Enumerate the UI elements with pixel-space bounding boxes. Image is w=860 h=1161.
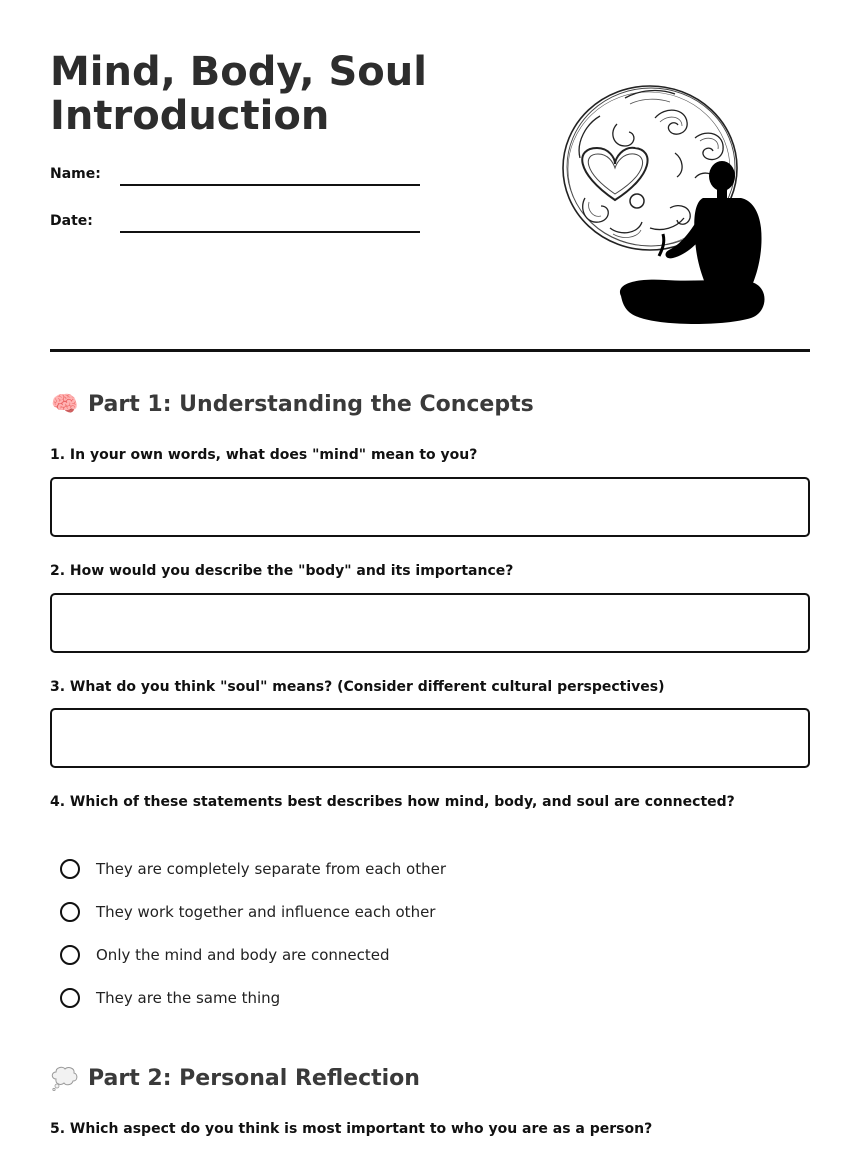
meditating-figure-heart-swirls-icon xyxy=(555,78,770,330)
name-field[interactable] xyxy=(50,166,420,196)
thought-bubble-icon xyxy=(50,1065,80,1091)
answer-box-2[interactable] xyxy=(50,593,810,653)
title-line-2: Introduction xyxy=(50,93,330,139)
question-4: 4. Which of these statements best describes how mind, body, and soul are connected? xyxy=(50,794,735,810)
brain-icon: 🧠 xyxy=(51,391,79,417)
option-label: They are completely separate from each other xyxy=(96,860,447,878)
part-2-title: Part 2: Personal Reflection xyxy=(88,1065,420,1091)
option-4[interactable] xyxy=(60,985,280,1011)
header-divider xyxy=(50,349,810,352)
option-2[interactable] xyxy=(60,899,435,925)
question-5: 5. Which aspect do you think is most important to who you are as a person? xyxy=(50,1121,653,1137)
question-2: 2. How would you describe the "body" and its importance? xyxy=(50,563,514,579)
part-2-heading xyxy=(50,1063,420,1093)
page-title xyxy=(50,50,470,138)
name-input-line[interactable] xyxy=(120,184,420,186)
option-label: They are the same thing xyxy=(96,989,281,1007)
part-1-heading xyxy=(50,389,534,419)
option-1[interactable] xyxy=(60,856,446,882)
radio-button[interactable] xyxy=(60,945,80,965)
date-label: Date: xyxy=(50,213,93,229)
answer-box-1[interactable] xyxy=(50,477,810,537)
part-1-title: Part 1: Understanding the Concepts xyxy=(88,391,534,417)
radio-button[interactable] xyxy=(60,902,80,922)
question-1: 1. In your own words, what does "mind" mean to you? xyxy=(50,447,478,463)
answer-box-3[interactable] xyxy=(50,708,810,768)
title-line-1: Mind, Body, Soul xyxy=(50,49,427,95)
option-3[interactable] xyxy=(60,942,390,968)
date-input-line[interactable] xyxy=(120,231,420,233)
option-label: Only the mind and body are connected xyxy=(96,946,390,964)
radio-button[interactable] xyxy=(60,988,80,1008)
date-field[interactable] xyxy=(50,213,420,243)
option-label: They work together and influence each other xyxy=(96,903,436,921)
question-3: 3. What do you think "soul" means? (Consider different cultural perspectives) xyxy=(50,679,665,695)
radio-button[interactable] xyxy=(60,859,80,879)
name-label: Name: xyxy=(50,166,101,182)
